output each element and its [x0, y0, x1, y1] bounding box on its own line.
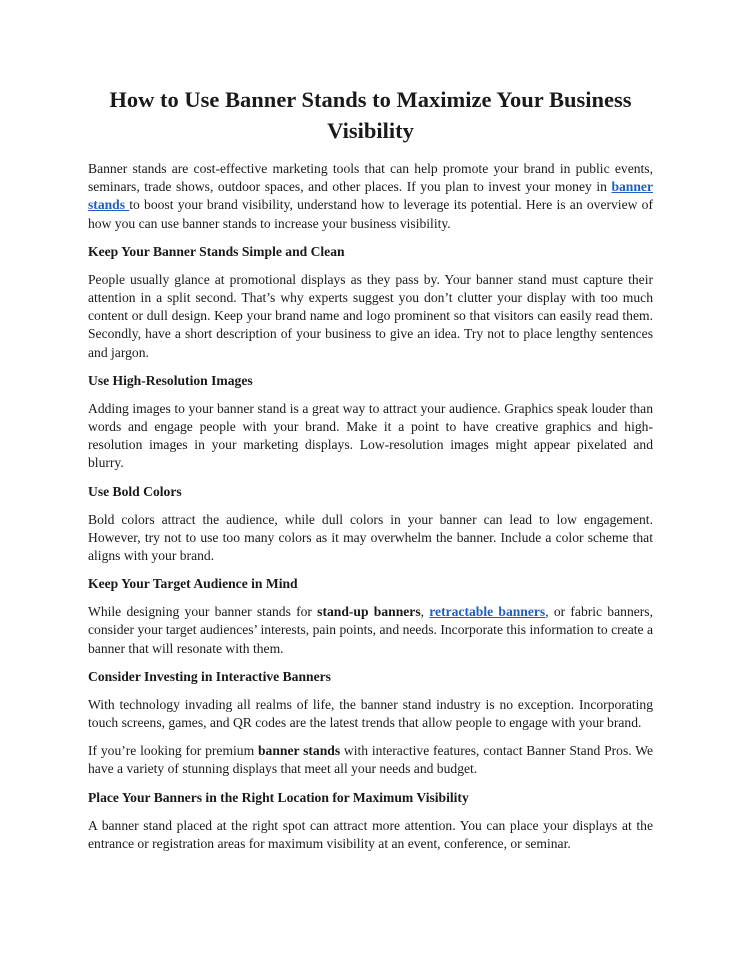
paragraph-bold-colors: Bold colors attract the audience, while dull colors in your banner can lead to low engagement. However, try not to use too many colors as it may overwhelm the banner. Include a color scheme that aligns with your brand.: [88, 511, 653, 564]
page-title: How to Use Banner Stands to Maximize Your Business Visibility: [109, 87, 632, 143]
heading-right-location: Place Your Banners in the Right Location for Maximum Visibility: [88, 789, 469, 805]
intro-text-end: to boost your brand visibility, understand how to leverage its potential. Here is an overview of how you can use banner stands to increase your business visibility.: [88, 197, 653, 231]
paragraph-high-resolution: Adding images to your banner stand is a great way to attract your audience. Graphics speak louder than words and engage people with your brand. Make it a point to have creative graphics and high-resolution images in your marketing displays. Low-resolution images might appear pixelated and blurry.: [88, 400, 653, 471]
heading-simple-clean: Keep Your Banner Stands Simple and Clean: [88, 243, 345, 259]
audience-text-start: While designing your banner stands for: [88, 604, 318, 620]
retractable-banners-link[interactable]: retractable banners: [429, 604, 546, 620]
heading-high-resolution: Use High-Resolution Images: [88, 372, 253, 388]
paragraph-target-audience: [88, 603, 653, 658]
interactive-text-end: with interactive features, contact Banner Stand Pros. We have a variety of stunning displays that meet all your needs and budget.: [88, 743, 653, 777]
audience-comma: ,: [420, 604, 430, 620]
intro-text-start: Banner stands are cost-effective marketing tools that can help promote your brand in public events, seminars, trade shows, outdoor spaces, and other places. If you plan to invest your money in: [88, 161, 653, 195]
paragraph-right-location: A banner stand placed at the right spot can attract more attention. You can place your displays at the entrance or registration areas for maximum visibility at an event, conference, or seminar.: [88, 817, 653, 851]
banner-stands-bold: banner stands: [257, 743, 341, 759]
heading-bold-colors: Use Bold Colors: [88, 483, 182, 499]
paragraph-interactive-1: With technology invading all realms of life, the banner stand industry is no exception. Incorporating touch screens, games, and QR codes are the latest trends that allow people to engage with your brand.: [88, 696, 653, 731]
intro-paragraph: [88, 160, 653, 233]
heading-interactive-banners: Consider Investing in Interactive Banners: [88, 668, 331, 684]
interactive-text-start: If you’re looking for premium: [88, 743, 258, 759]
banner-stands-link[interactable]: banner stands: [88, 179, 653, 213]
heading-target-audience: Keep Your Target Audience in Mind: [88, 576, 298, 592]
paragraph-interactive-2: [88, 742, 653, 778]
stand-up-banners-bold: stand-up banners: [317, 604, 421, 620]
paragraph-simple-clean: People usually glance at promotional displays as they pass by. Your banner stand must capture their attention in a split second. That’s why experts suggest you don’t clutter your display with too much content or dull design. Keep your brand name and logo prominent so that visitors can easily read them. Secondly, have a short description of your business to give an idea. Try not to place lengthy sentences and jargon.: [88, 271, 653, 360]
audience-text-end: , or fabric banners, consider your target audiences’ interests, pain points, and needs. Incorporate this information to create a banner that will resonate with them.: [88, 604, 653, 656]
